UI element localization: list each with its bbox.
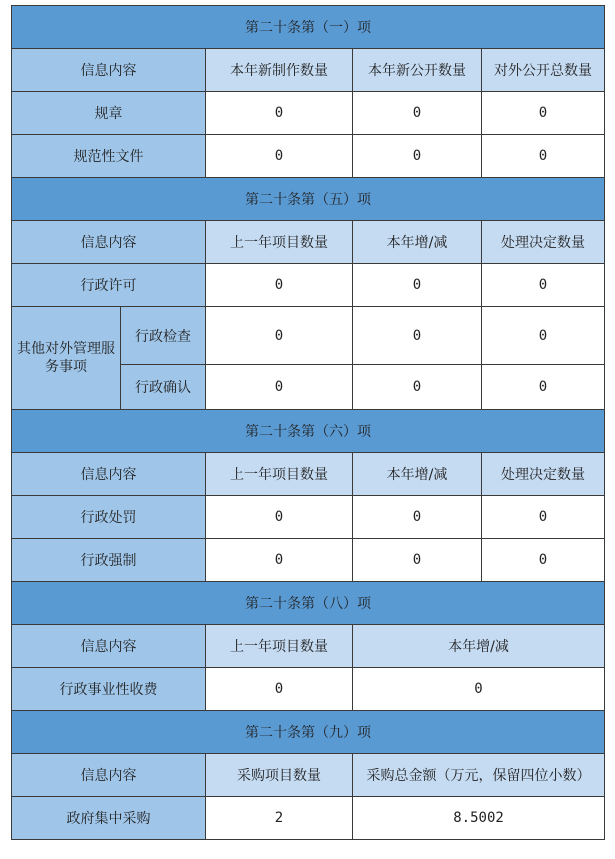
column-header: 信息内容 [12,453,206,496]
cell-value: 0 [353,496,482,539]
cell-value: 0 [206,668,353,711]
cell-value: 0 [206,496,353,539]
cell-value: 8.5002 [353,797,605,840]
column-header: 信息内容 [12,754,206,797]
table-row [12,92,605,135]
row-label: 规范性文件 [12,135,206,178]
cell-value: 0 [482,307,605,365]
cell-value: 0 [353,135,482,178]
section-title: 第二十条第（九）项 [12,711,605,754]
disclosure-table [11,5,605,840]
column-header: 本年新公开数量 [353,49,482,92]
column-header: 采购项目数量 [206,754,353,797]
column-header-row [12,453,605,496]
cell-value: 0 [482,496,605,539]
section-header-row [12,711,605,754]
column-header: 本年增/减 [353,453,482,496]
cell-value: 0 [353,539,482,582]
column-header: 上一年项目数量 [206,453,353,496]
row-label: 行政处罚 [12,496,206,539]
cell-value: 0 [206,539,353,582]
column-header: 信息内容 [12,625,206,668]
column-header: 上一年项目数量 [206,625,353,668]
cell-value: 0 [482,135,605,178]
column-header: 本年增/减 [353,625,605,668]
table-row [12,307,605,365]
table-row [12,539,605,582]
column-header: 信息内容 [12,49,206,92]
row-label: 行政检查 [121,307,206,365]
section-header-row [12,582,605,625]
cell-value: 0 [482,92,605,135]
cell-value: 0 [482,539,605,582]
section-header-row [12,6,605,49]
section-title: 第二十条第（六）项 [12,410,605,453]
cell-value: 0 [482,365,605,410]
column-header-row [12,221,605,264]
cell-value: 0 [206,135,353,178]
section-title: 第二十条第（五）项 [12,178,605,221]
column-header-row [12,49,605,92]
cell-value: 0 [353,264,482,307]
row-label: 政府集中采购 [12,797,206,840]
section-title: 第二十条第（八）项 [12,582,605,625]
column-header: 处理决定数量 [482,453,605,496]
row-label: 行政确认 [121,365,206,410]
row-label: 行政事业性收费 [12,668,206,711]
table-row [12,797,605,840]
table-row [12,135,605,178]
cell-value: 0 [206,264,353,307]
column-header: 本年增/减 [353,221,482,264]
column-header: 上一年项目数量 [206,221,353,264]
cell-value: 0 [353,92,482,135]
section-header-row [12,178,605,221]
cell-value: 0 [353,365,482,410]
column-header: 信息内容 [12,221,206,264]
cell-value: 0 [353,668,605,711]
table-row [12,496,605,539]
section-title: 第二十条第（一）项 [12,6,605,49]
column-header: 对外公开总数量 [482,49,605,92]
column-header: 本年新制作数量 [206,49,353,92]
row-label: 规章 [12,92,206,135]
cell-value: 2 [206,797,353,840]
column-header: 处理决定数量 [482,221,605,264]
table-row [12,668,605,711]
row-label: 行政强制 [12,539,206,582]
column-header-row [12,625,605,668]
section-header-row [12,410,605,453]
cell-value: 0 [206,307,353,365]
row-label: 行政许可 [12,264,206,307]
cell-value: 0 [482,264,605,307]
column-header-row [12,754,605,797]
group-label: 其他对外管理服务事项 [12,307,121,410]
table-row [12,264,605,307]
cell-value: 0 [353,307,482,365]
cell-value: 0 [206,92,353,135]
cell-value: 0 [206,365,353,410]
column-header: 采购总金额（万元，保留四位小数） [353,754,605,797]
